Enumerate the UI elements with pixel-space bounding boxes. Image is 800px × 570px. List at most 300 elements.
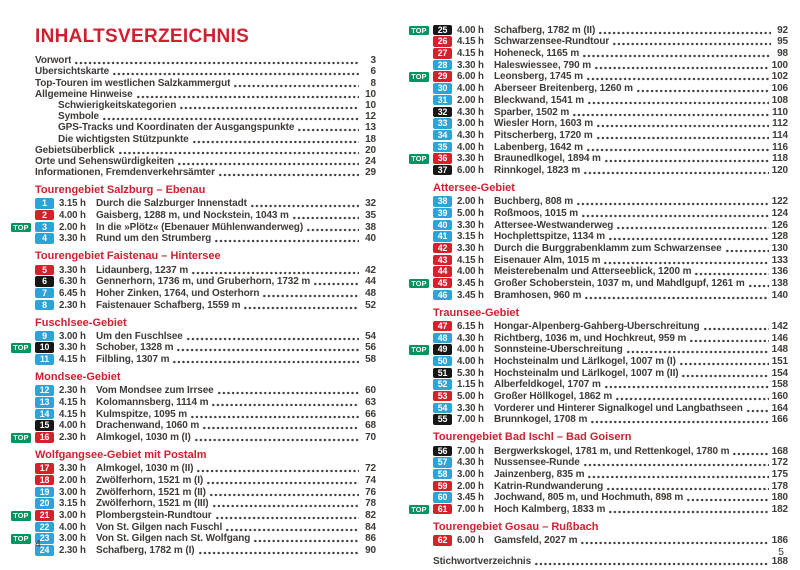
- tour-row: [409, 164, 788, 176]
- tour-page-ref: 78: [365, 498, 376, 510]
- tour-duration: 4.15 h: [59, 397, 86, 408]
- tour-page-ref: 98: [777, 48, 788, 60]
- dot-leader: [313, 282, 359, 286]
- tour-title: Sparber, 1502 m: [494, 106, 570, 118]
- tour-duration: 3.15 h: [59, 498, 86, 510]
- tour-page-ref: 136: [771, 266, 788, 278]
- tour-page-ref: 66: [365, 408, 376, 420]
- tour-row: [409, 129, 788, 141]
- tour-number-badge: 21: [35, 510, 54, 521]
- dot-leader: [250, 204, 359, 208]
- tour-title: Hochplettspitze, 1134 m: [494, 231, 606, 243]
- tour-number-badge: 30: [433, 83, 452, 94]
- tour-number-badge: 55: [433, 414, 452, 425]
- dot-leader: [686, 498, 768, 502]
- tour-row: [11, 533, 376, 545]
- dot-leader: [590, 420, 768, 424]
- tour-title: Almkogel, 1030 m (I): [96, 432, 191, 444]
- tour-number-badge: 8: [35, 300, 54, 311]
- tour-page-ref: 108: [771, 94, 788, 106]
- tour-title: Pitscherberg, 1720 m: [494, 129, 593, 141]
- dot-leader: [626, 350, 769, 354]
- tour-page-ref: 142: [771, 320, 788, 332]
- toc-section: [409, 521, 788, 546]
- dot-leader: [74, 61, 359, 65]
- dot-leader: [196, 469, 359, 473]
- dot-leader: [194, 438, 359, 442]
- tour-page-ref: 158: [771, 379, 788, 391]
- tour-title: Katrin-Rundwanderung: [494, 480, 604, 492]
- top-badge-slot: [11, 433, 35, 443]
- tour-title: Rund um den Strumberg: [96, 233, 212, 245]
- dot-leader: [179, 106, 359, 110]
- tour-title: Zwölferhorn, 1521 m (II): [96, 486, 206, 498]
- top-badge: TOP: [409, 279, 429, 289]
- tour-duration: 2.00 h: [59, 221, 86, 233]
- tour-row: [409, 242, 788, 254]
- tour-page-ref: 148: [771, 344, 788, 356]
- tour-page-ref: 186: [771, 535, 788, 547]
- tour-number-badge: 16: [35, 432, 54, 443]
- toc-section: [11, 449, 376, 556]
- dot-leader: [594, 66, 769, 70]
- tour-title: Schwarzensee-Rundtour: [494, 36, 610, 48]
- tour-number-badge: 24: [35, 545, 54, 556]
- tour-duration: 4.00 h: [457, 355, 484, 367]
- tour-number-badge: 61: [433, 504, 452, 515]
- tour-page-ref: 52: [365, 299, 376, 311]
- tour-title: Attersee-Westwanderweg: [494, 219, 614, 231]
- tour-row: [409, 534, 788, 546]
- tour-number-badge: 58: [433, 469, 452, 480]
- tour-row: [409, 355, 788, 367]
- tour-title: Zwölferhorn, 1521 m (I): [96, 474, 204, 486]
- tour-number-badge: 53: [433, 391, 452, 402]
- tour-duration: 2.30 h: [59, 545, 86, 557]
- top-badge: TOP: [11, 223, 31, 233]
- tour-number-badge: 45: [433, 278, 452, 289]
- tour-page-ref: 172: [771, 457, 788, 469]
- tour-duration: 4.00 h: [59, 209, 86, 221]
- tour-page-ref: 112: [772, 118, 788, 130]
- tour-page-ref: 56: [365, 342, 376, 354]
- front-page-ref: 29: [365, 167, 376, 179]
- tour-number-badge: 6: [35, 276, 54, 287]
- tour-number-badge: 40: [433, 220, 452, 231]
- top-badge: TOP: [11, 343, 31, 353]
- dot-leader: [186, 337, 359, 341]
- tour-number-badge: 34: [433, 130, 452, 141]
- tour-number-badge: 50: [433, 356, 452, 367]
- tour-title: Hochsteinalm und Lärlkogel, 1007 m (II): [494, 367, 679, 379]
- tour-row: [409, 402, 788, 414]
- tour-row: [409, 320, 788, 332]
- tour-number-badge: 42: [433, 243, 452, 254]
- tour-page-ref: 182: [771, 503, 788, 515]
- tour-title: Eisenauer Alm, 1015 m: [494, 254, 601, 266]
- tour-duration: 7.00 h: [457, 445, 484, 457]
- dot-leader: [596, 136, 770, 140]
- front-matter-label: Allgemeine Hinweise: [35, 88, 133, 100]
- tour-number-badge: 49: [433, 344, 452, 355]
- tour-row: [409, 344, 788, 356]
- tour-number-badge: 17: [35, 463, 54, 474]
- tour-row: [11, 521, 376, 533]
- tour-duration: 6.00 h: [457, 164, 484, 176]
- tour-number-badge: 1: [35, 198, 54, 209]
- top-badge-slot: [11, 534, 35, 544]
- dot-leader: [748, 284, 769, 288]
- tour-row: [409, 153, 788, 165]
- dot-leader: [586, 77, 769, 81]
- tour-row: [11, 431, 376, 443]
- tour-number-badge: 15: [35, 420, 54, 431]
- tour-page-ref: 32: [365, 198, 376, 210]
- tour-duration: 6.00 h: [457, 71, 484, 83]
- tour-number-badge: 12: [35, 385, 54, 396]
- dot-leader: [572, 113, 769, 117]
- tour-page-ref: 151: [771, 355, 788, 367]
- toc-section: [11, 184, 376, 244]
- tour-duration: 4.00 h: [457, 83, 484, 95]
- tour-duration: 4.00 h: [457, 24, 484, 36]
- tour-page-ref: 60: [365, 385, 376, 397]
- tour-number-badge: 28: [433, 60, 452, 71]
- tour-title: Von St. Gilgen nach St. Wolfgang: [96, 533, 251, 545]
- tour-number-badge: 11: [35, 354, 54, 365]
- tour-row: [11, 396, 376, 408]
- tour-page-ref: 106: [771, 83, 788, 95]
- tour-row: [409, 379, 788, 391]
- tour-row: [11, 385, 376, 397]
- tour-title: Hoher Zinken, 1764, und Osterhorn: [96, 287, 260, 299]
- tour-number-badge: 47: [433, 321, 452, 332]
- tour-row: [409, 219, 788, 231]
- dot-leader: [215, 516, 359, 520]
- tour-duration: 3.30 h: [59, 264, 86, 276]
- dot-leader: [604, 385, 769, 389]
- tour-page-ref: 122: [771, 196, 788, 208]
- tour-row: [409, 289, 788, 301]
- tour-page-ref: 146: [771, 332, 788, 344]
- dot-leader: [177, 162, 359, 166]
- tour-duration: 4.00 h: [59, 420, 86, 432]
- tour-duration: 4.00 h: [457, 266, 484, 278]
- dot-leader: [214, 239, 359, 243]
- front-matter-label: Schwierigkeitskategorien: [58, 99, 177, 111]
- tour-row: [409, 47, 788, 59]
- dot-leader: [606, 487, 769, 491]
- tour-duration: 3.30 h: [457, 59, 484, 71]
- tour-number-badge: 29: [433, 71, 452, 82]
- tour-title: Wiesler Horn, 1603 m: [494, 118, 594, 130]
- tour-row: [11, 221, 376, 233]
- tour-duration: 3.30 h: [457, 219, 484, 231]
- tour-row: [409, 71, 788, 83]
- tour-title: Hoheneck, 1165 m: [494, 48, 580, 60]
- front-page-ref: 20: [365, 144, 376, 156]
- tour-duration: 3.30 h: [457, 153, 484, 165]
- tour-page-ref: 84: [365, 521, 376, 533]
- tour-duration: 3.30 h: [59, 233, 86, 245]
- dot-leader: [746, 409, 769, 413]
- tour-page-ref: 118: [772, 153, 788, 165]
- dot-leader: [198, 551, 360, 555]
- tour-title: Braunedlkogel, 1894 m: [494, 153, 601, 165]
- top-badge-slot: [11, 223, 35, 233]
- tour-title: Richtberg, 1036 m, und Hochkreut, 959 m: [494, 332, 687, 344]
- tour-number-badge: 56: [433, 446, 452, 457]
- tour-duration: 5.30 h: [457, 367, 484, 379]
- tour-page-ref: 74: [365, 474, 376, 486]
- tour-number-badge: 37: [433, 165, 452, 176]
- tour-row: [11, 420, 376, 432]
- tour-duration: 2.30 h: [59, 385, 86, 397]
- tour-duration: 2.00 h: [457, 94, 484, 106]
- tour-page-ref: 48: [365, 287, 376, 299]
- tour-row: [11, 408, 376, 420]
- tour-row: [409, 24, 788, 36]
- tour-page-ref: 168: [771, 445, 788, 457]
- tour-page-ref: 126: [771, 219, 788, 231]
- tour-title: Faistenauer Schafberg, 1559 m: [96, 299, 241, 311]
- tour-title: Gennerhorn, 1736 m, und Gruberhorn, 1732 m: [96, 276, 311, 288]
- tour-title: Schober, 1328 m: [96, 342, 174, 354]
- tour-title: Vorderer und Hinterer Signalkogel und Langbathseen: [494, 402, 743, 414]
- front-matter-row: [35, 167, 376, 178]
- tour-number-badge: 46: [433, 290, 452, 301]
- dot-leader: [725, 249, 769, 253]
- front-matter-label: Top-Touren im westlichen Salzkammergut: [35, 77, 231, 89]
- index-page-ref: 188: [771, 555, 788, 567]
- tour-duration: 3.30 h: [59, 463, 86, 475]
- dot-leader: [636, 89, 769, 93]
- tour-duration: 4.30 h: [457, 129, 484, 141]
- tour-duration: 4.15 h: [457, 36, 484, 48]
- top-badge: TOP: [409, 505, 429, 515]
- tour-title: Hochsteinalm und Lärlkogel, 1007 m (I): [494, 355, 676, 367]
- tour-title: Leonsberg, 1745 m: [494, 71, 583, 83]
- tour-title: Von St. Gilgen nach Fuschl: [96, 521, 223, 533]
- front-matter-label: Übersichtskarte: [35, 66, 110, 78]
- tour-row: [11, 330, 376, 342]
- tour-duration: 7.00 h: [457, 503, 484, 515]
- front-page-ref: 3: [370, 55, 376, 67]
- top-badge-slot: [409, 72, 433, 82]
- tour-number-badge: 18: [35, 475, 54, 486]
- dot-leader: [604, 159, 769, 163]
- tour-page-ref: 128: [771, 231, 788, 243]
- tour-title: Kolomannsberg, 1114 m: [96, 397, 209, 408]
- front-matter-label: GPS-Tracks und Koordinaten der Ausgangspunkte: [58, 122, 295, 134]
- tour-page-ref: 68: [365, 420, 376, 432]
- tour-row: [409, 367, 788, 379]
- tour-page-ref: 90: [365, 545, 376, 557]
- tour-duration: 2.00 h: [457, 196, 484, 208]
- dot-leader: [218, 173, 359, 177]
- tour-number-badge: 60: [433, 492, 452, 503]
- section-heading: Mondsee-Gebiet: [35, 371, 121, 384]
- tour-page-ref: 133: [771, 254, 788, 266]
- tour-number-badge: 35: [433, 142, 452, 153]
- tour-number-badge: 22: [35, 522, 54, 533]
- section-heading: Attersee-Gebiet: [433, 181, 515, 194]
- tour-row: [11, 276, 376, 288]
- tour-page-ref: 114: [772, 129, 788, 141]
- tour-row: [409, 332, 788, 344]
- front-matter-row: [35, 55, 376, 66]
- tour-duration: 3.00 h: [457, 118, 484, 130]
- tour-page-ref: 40: [365, 233, 376, 245]
- tour-row: [11, 498, 376, 510]
- tour-number-badge: 41: [433, 231, 452, 242]
- tour-title: Brunnkogel, 1708 m: [494, 414, 588, 426]
- tour-title: Aberseer Breitenberg, 1260 m: [494, 83, 633, 95]
- tour-title: Vom Mondsee zum Irrsee: [96, 385, 214, 397]
- tour-page-ref: 100: [771, 59, 788, 71]
- tour-duration: 4.15 h: [59, 354, 86, 366]
- tour-duration: 6.00 h: [457, 535, 484, 547]
- tour-duration: 6.45 h: [59, 287, 86, 299]
- tour-duration: 3.45 h: [457, 289, 484, 301]
- dot-leader: [297, 128, 359, 132]
- dot-leader: [217, 391, 359, 395]
- tour-title: Um den Fuschlsee: [96, 330, 183, 342]
- section-heading: Wolfgangsee-Gebiet mit Postalm: [35, 449, 207, 462]
- tour-duration: 3.30 h: [457, 402, 484, 414]
- tour-duration: 4.15 h: [457, 48, 484, 60]
- tour-row: [409, 492, 788, 504]
- dot-leader: [176, 348, 359, 352]
- tour-title: Roßmoos, 1015 m: [494, 207, 579, 219]
- tour-title: Bleckwand, 1541 m: [494, 94, 585, 106]
- tour-page-ref: 166: [771, 414, 788, 426]
- tour-number-badge: 36: [433, 153, 452, 164]
- tour-page-ref: 72: [365, 463, 376, 475]
- toc-section: [409, 431, 788, 515]
- toc-section: [11, 371, 376, 443]
- tour-title: Lidaunberg, 1237 m: [96, 264, 189, 276]
- tour-page-ref: 175: [771, 468, 788, 480]
- tour-row: [11, 287, 376, 299]
- tour-title: Drachenwand, 1060 m: [96, 420, 200, 432]
- tour-number-badge: 14: [35, 409, 54, 420]
- front-matter-row: [35, 133, 376, 144]
- tour-number-badge: 39: [433, 208, 452, 219]
- dot-leader: [596, 124, 769, 128]
- front-matter-row: [35, 89, 376, 100]
- tour-title: Gaisberg, 1288 m, und Nockstein, 1043 m: [96, 209, 289, 221]
- tour-page-ref: 120: [771, 164, 788, 176]
- tour-number-badge: 57: [433, 457, 452, 468]
- dot-leader: [703, 327, 769, 331]
- tour-row: [409, 390, 788, 402]
- tour-duration: 2.00 h: [457, 480, 484, 492]
- dot-leader: [582, 54, 771, 58]
- tour-page-ref: 54: [365, 330, 376, 342]
- tour-duration: 4.00 h: [457, 344, 484, 356]
- toc-section: [409, 24, 788, 176]
- dot-leader: [191, 271, 359, 275]
- left-sections: [11, 184, 376, 556]
- tour-duration: 1.15 h: [457, 379, 484, 391]
- dot-leader: [262, 294, 359, 298]
- tour-row: [409, 59, 788, 71]
- dot-leader: [583, 463, 769, 467]
- dot-leader: [608, 510, 768, 514]
- tour-number-badge: 33: [433, 118, 452, 129]
- top-badge: TOP: [409, 72, 429, 82]
- front-matter-row: [35, 77, 376, 88]
- folio-right-page-number: 5: [778, 546, 784, 558]
- front-matter-label: Vorwort: [35, 55, 72, 67]
- tour-row: [409, 82, 788, 94]
- tour-row: [409, 468, 788, 480]
- dot-leader: [587, 475, 768, 479]
- tour-number-badge: 27: [433, 48, 452, 59]
- tour-title: Hoch Kalmberg, 1833 m: [494, 503, 606, 515]
- front-page-ref: 18: [365, 133, 376, 145]
- dot-leader: [584, 296, 768, 300]
- tour-page-ref: 86: [365, 533, 376, 545]
- tour-row: [409, 445, 788, 457]
- tour-duration: 3.00 h: [59, 486, 86, 498]
- tour-duration: 3.00 h: [59, 533, 86, 545]
- tour-title: Haleswiessee, 790 m: [494, 59, 592, 71]
- tour-duration: 3.30 h: [59, 342, 86, 354]
- dot-leader: [587, 101, 769, 105]
- dot-leader: [586, 148, 769, 152]
- top-badge-slot: [11, 511, 35, 521]
- tour-title: Plombergstein-Rundtour: [96, 510, 212, 521]
- tour-duration: 4.00 h: [457, 141, 484, 153]
- top-badge: TOP: [11, 534, 31, 544]
- tour-duration: 4.30 h: [457, 106, 484, 118]
- tour-row: [409, 503, 788, 515]
- tour-duration: 5.00 h: [457, 207, 484, 219]
- tour-duration: 6.15 h: [457, 320, 484, 332]
- tour-number-badge: 23: [35, 533, 54, 544]
- tour-row: [11, 342, 376, 354]
- tour-duration: 7.00 h: [457, 414, 484, 426]
- tour-number-badge: 51: [433, 368, 452, 379]
- dot-leader: [612, 42, 771, 46]
- tour-duration: 3.00 h: [59, 330, 86, 342]
- tour-row: [11, 198, 376, 210]
- toc-section: [409, 182, 788, 301]
- tour-row: [409, 207, 788, 219]
- tour-number-badge: 25: [433, 25, 452, 36]
- tour-duration: 2.00 h: [59, 474, 86, 486]
- top-badge: TOP: [11, 433, 31, 443]
- section-heading: Tourengebiet Salzburg – Ebenau: [35, 184, 206, 197]
- tour-duration: 2.30 h: [59, 299, 86, 311]
- tour-row: [11, 463, 376, 475]
- section-heading: Fuschlsee-Gebiet: [35, 316, 127, 329]
- tour-duration: 2.30 h: [59, 432, 86, 444]
- tour-title: Filbling, 1307 m: [96, 354, 170, 366]
- front-page-ref: 10: [365, 88, 376, 100]
- tour-title: Bergwerkskogel, 1781 m, und Rettenkogel, 1780 m: [494, 445, 730, 457]
- top-badge: TOP: [409, 345, 429, 355]
- tour-row: [409, 480, 788, 492]
- dot-leader: [679, 362, 769, 366]
- tour-duration: 3.45 h: [457, 492, 484, 504]
- tour-number-badge: 43: [433, 255, 452, 266]
- dot-leader: [306, 228, 359, 232]
- tour-title: Nussensee-Runde: [494, 457, 580, 469]
- tour-number-badge: 32: [433, 107, 452, 118]
